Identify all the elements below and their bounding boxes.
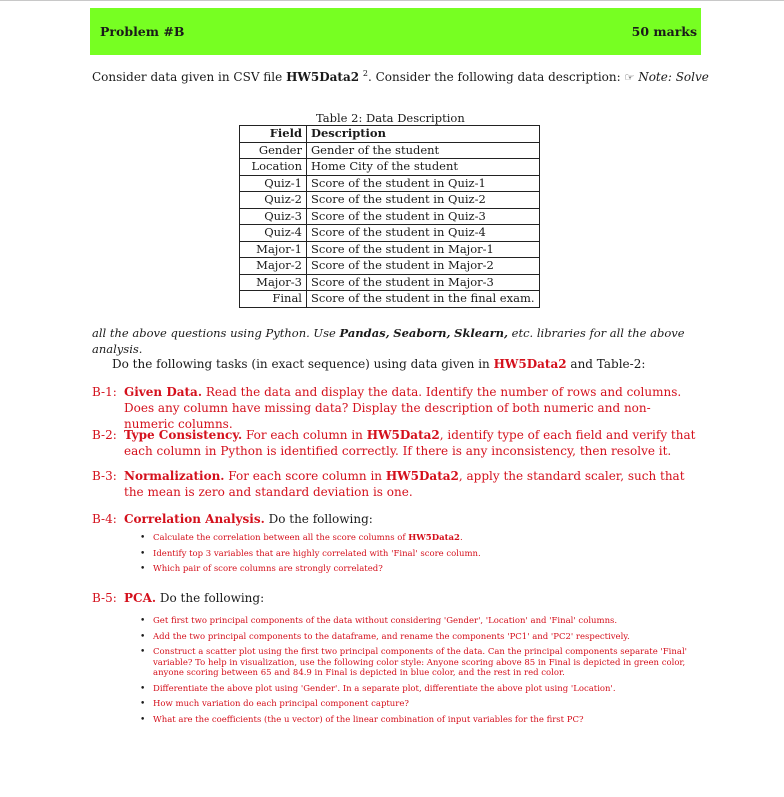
task-title: Given Data. (124, 385, 202, 399)
task-title: Normalization. (124, 469, 225, 483)
table-row (240, 241, 540, 258)
note-text: Note: Solve (638, 70, 709, 84)
bullet-icon: • (140, 533, 146, 543)
bullet-icon: • (140, 631, 146, 642)
list-item (140, 632, 696, 643)
table-row (240, 291, 540, 308)
b4-bullet-list (140, 533, 696, 575)
bullet-text: What are the coefficients (the u vector) of the linear combination of input variables for the first PC? (153, 714, 584, 725)
b5-bullet-list (140, 616, 696, 725)
task-body (124, 427, 696, 459)
field-cell: Major-1 (240, 241, 307, 258)
description-cell: Score of the student in Quiz-4 (307, 225, 540, 242)
list-item (140, 715, 696, 726)
bullet-text: Get first two principal components of the data without considering 'Gender', 'Location' and 'Final' columns. (153, 616, 618, 626)
task-text: Do the following: (264, 512, 373, 526)
task-number: B-2: (92, 428, 117, 442)
task-b1 (92, 384, 696, 431)
bullet-text: Which pair of score columns are strongly correlated? (153, 564, 383, 574)
field-cell: Final (240, 291, 307, 308)
bullet-text-end: . (459, 533, 463, 543)
table-row (240, 192, 540, 209)
table-row (240, 175, 540, 192)
description-cell: Score of the student in Major-3 (307, 274, 540, 291)
task-text-2: , apply the standard scaler, such that the mean is zero and standard deviation is one. (124, 469, 685, 499)
pointing-hand-icon: ☞ (624, 71, 635, 84)
task-body (124, 384, 696, 432)
field-cell: Gender (240, 142, 307, 159)
list-item (140, 647, 696, 679)
list-item (140, 564, 696, 575)
data-description-table (239, 125, 540, 308)
list-item (140, 533, 696, 544)
footnote-mark: 2 (362, 69, 368, 78)
task-number: B-3: (92, 469, 117, 483)
table-row (240, 274, 540, 291)
description-cell: Score of the student in the final exam. (307, 291, 540, 308)
bullet-icon: • (140, 616, 146, 626)
tasks-intro (112, 357, 645, 371)
bullet-text: Calculate the correlation between all the score columns of (153, 533, 409, 543)
list-item (140, 699, 696, 710)
file-name: HW5Data2 (493, 357, 567, 371)
description-cell: Score of the student in Quiz-3 (307, 208, 540, 225)
intro-text-2: . Consider the following data description: (368, 70, 625, 84)
lib-pandas: Pandas, (339, 326, 390, 340)
problem-banner (90, 8, 701, 55)
task-b5 (92, 590, 696, 606)
task-body (124, 511, 696, 527)
table-row (240, 258, 540, 275)
lib-sklearn: Sklearn, (454, 326, 508, 340)
description-cell: Score of the student in Quiz-1 (307, 175, 540, 192)
cont-text: all the above questions using Python. Use (92, 326, 340, 340)
table-row (240, 225, 540, 242)
tasks-text: Do the following tasks (in exact sequence) using data given in (112, 357, 494, 371)
task-text: Read the data and display the data. Identify the number of rows and columns. Does any column have missing data? Display the description of both numeric and non-numeric columns. (124, 385, 682, 431)
header-description: Description (307, 126, 540, 143)
description-cell: Score of the student in Quiz-2 (307, 192, 540, 209)
task-text: Do the following: (156, 591, 265, 605)
task-number: B-4: (92, 512, 117, 526)
bullet-text: Identify top 3 variables that are highly correlated with 'Final' score column. (153, 548, 481, 559)
file-name: HW5Data2 (385, 469, 459, 483)
file-name: HW5Data2 (366, 428, 440, 442)
bullet-text: Differentiate the above plot using 'Gender'. In a separate plot, differentiate the above plot using 'Location'. (153, 683, 616, 694)
task-b4 (92, 511, 696, 527)
task-number: B-5: (92, 591, 117, 605)
bullet-text: How much variation do each principal component capture? (153, 699, 409, 709)
description-cell: Gender of the student (307, 142, 540, 159)
table-row (240, 208, 540, 225)
bullet-icon: • (140, 647, 146, 657)
bullet-text: Construct a scatter plot using the first two principal components of the data. Can the principal components separate 'Final' variable? To help in visualization, use the following color style: Anyone scoring above 85 in Final is depicted in green color, anyone scoring between 65 and 84.9 in Final is depicted in blue color, and the rest in red color. (153, 647, 687, 678)
field-cell: Quiz-4 (240, 225, 307, 242)
continuation-paragraph (92, 325, 696, 357)
field-cell: Location (240, 159, 307, 176)
field-cell: Quiz-2 (240, 192, 307, 209)
field-cell: Major-3 (240, 274, 307, 291)
table-row (240, 142, 540, 159)
task-body (124, 468, 696, 500)
task-title: PCA. (124, 591, 157, 605)
table-header-row (240, 126, 540, 143)
description-cell: Score of the student in Major-2 (307, 258, 540, 275)
table-row (240, 159, 540, 176)
description-cell: Score of the student in Major-1 (307, 241, 540, 258)
task-title: Correlation Analysis. (124, 512, 265, 526)
bullet-icon: • (140, 714, 146, 725)
field-cell: Quiz-1 (240, 175, 307, 192)
task-b2 (92, 427, 696, 458)
header-field: Field (240, 126, 307, 143)
field-cell: Quiz-3 (240, 208, 307, 225)
task-text: For each score column in (224, 469, 386, 483)
file-name: HW5Data2 (408, 533, 460, 543)
bullet-icon: • (140, 699, 146, 709)
bullet-text: Add the two principal components to the dataframe, and rename the components 'PC1' and 'PC2' respectively. (153, 631, 630, 642)
list-item (140, 616, 696, 627)
description-cell: Home City of the student (307, 159, 540, 176)
list-item (140, 684, 696, 695)
table-caption: Table 2: Data Description (316, 111, 465, 125)
field-cell: Major-2 (240, 258, 307, 275)
task-number: B-1: (92, 385, 117, 399)
task-title: Type Consistency. (124, 428, 243, 442)
lib-seaborn: Seaborn, (393, 326, 451, 340)
cont-text-2: etc. libraries for all the above analysis. (92, 326, 685, 356)
list-item (140, 549, 696, 560)
tasks-text-2: and Table-2: (566, 357, 646, 371)
file-name: HW5Data2 (286, 70, 360, 84)
task-text: For each column in (242, 428, 367, 442)
task-text-2: , identify type of each field and verify that each column in Python is identified correctly. If there is any inconsistency, then resolve it. (124, 428, 696, 458)
task-body (124, 590, 696, 606)
top-rule (0, 0, 784, 1)
task-b3 (92, 468, 696, 499)
problem-title: Problem #B (100, 24, 185, 39)
bullet-icon: • (140, 548, 146, 559)
bullet-icon: • (140, 564, 146, 574)
marks-label: 50 marks (631, 24, 697, 39)
intro-paragraph (92, 69, 709, 84)
intro-text: Consider data given in CSV file (92, 70, 287, 84)
bullet-icon: • (140, 683, 146, 694)
